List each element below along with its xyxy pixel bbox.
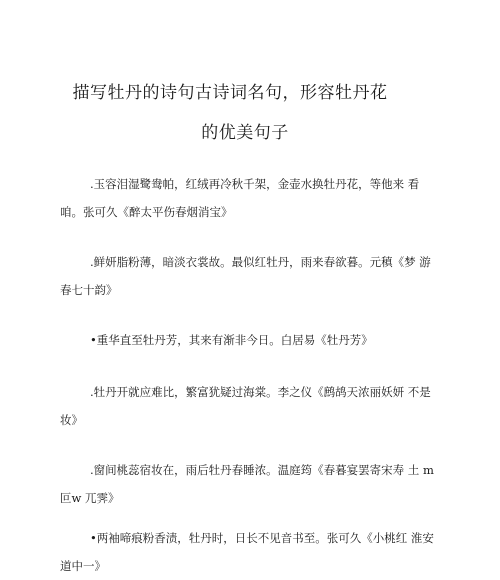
page-title-line-1: 描写牡丹的诗句古诗词名句，形容牡丹花 xyxy=(72,83,388,103)
paragraph-line: 咱。张可久《醉太平伤春烟消宝》 xyxy=(60,205,233,219)
poem-paragraph-1 xyxy=(60,170,420,226)
poem-paragraph-2 xyxy=(60,248,431,304)
paragraph-line: .窗间桃蕊宿妆在，雨后牡丹春睡浓。温庭筠《春暮宴罢寄宋寿 土 m xyxy=(90,463,434,477)
paragraph-line: •重华直至牡丹芳，其来有渐非今日。白居易《牡丹芳》 xyxy=(90,333,373,347)
poem-paragraph-4 xyxy=(60,378,431,434)
paragraph-line: .玉容泪湿鹭鸯帕，红绒再冷秋千架，金壶水换牡丹花，等他来 看 xyxy=(90,177,420,191)
paragraph-line: 春七十韵》 xyxy=(60,283,118,297)
paragraph-line: 叵w 兀霁》 xyxy=(60,491,120,505)
poem-paragraph-5 xyxy=(60,456,434,512)
paragraph-line: .鲜妍脂粉薄，暗淡衣裳故。最似红牡丹，雨来春欲暮。元稹《梦 游 xyxy=(90,255,431,269)
paragraph-line: •两袖啼痕粉香渍，牡丹时，日长不见音书至。张可久《小桃红 淮安 xyxy=(90,531,434,545)
page-title-line-2: 的优美句子 xyxy=(201,123,289,143)
poem-paragraph-6 xyxy=(60,524,434,580)
paragraph-line: 道中一》 xyxy=(60,559,106,573)
poem-paragraph-3 xyxy=(60,326,415,354)
paragraph-line: 妆》 xyxy=(60,413,83,427)
paragraph-line: .牡丹开就应难比，繁富犹疑过海棠。李之仪《鹧鸪天浓丽妖妍 不是 xyxy=(90,385,431,399)
